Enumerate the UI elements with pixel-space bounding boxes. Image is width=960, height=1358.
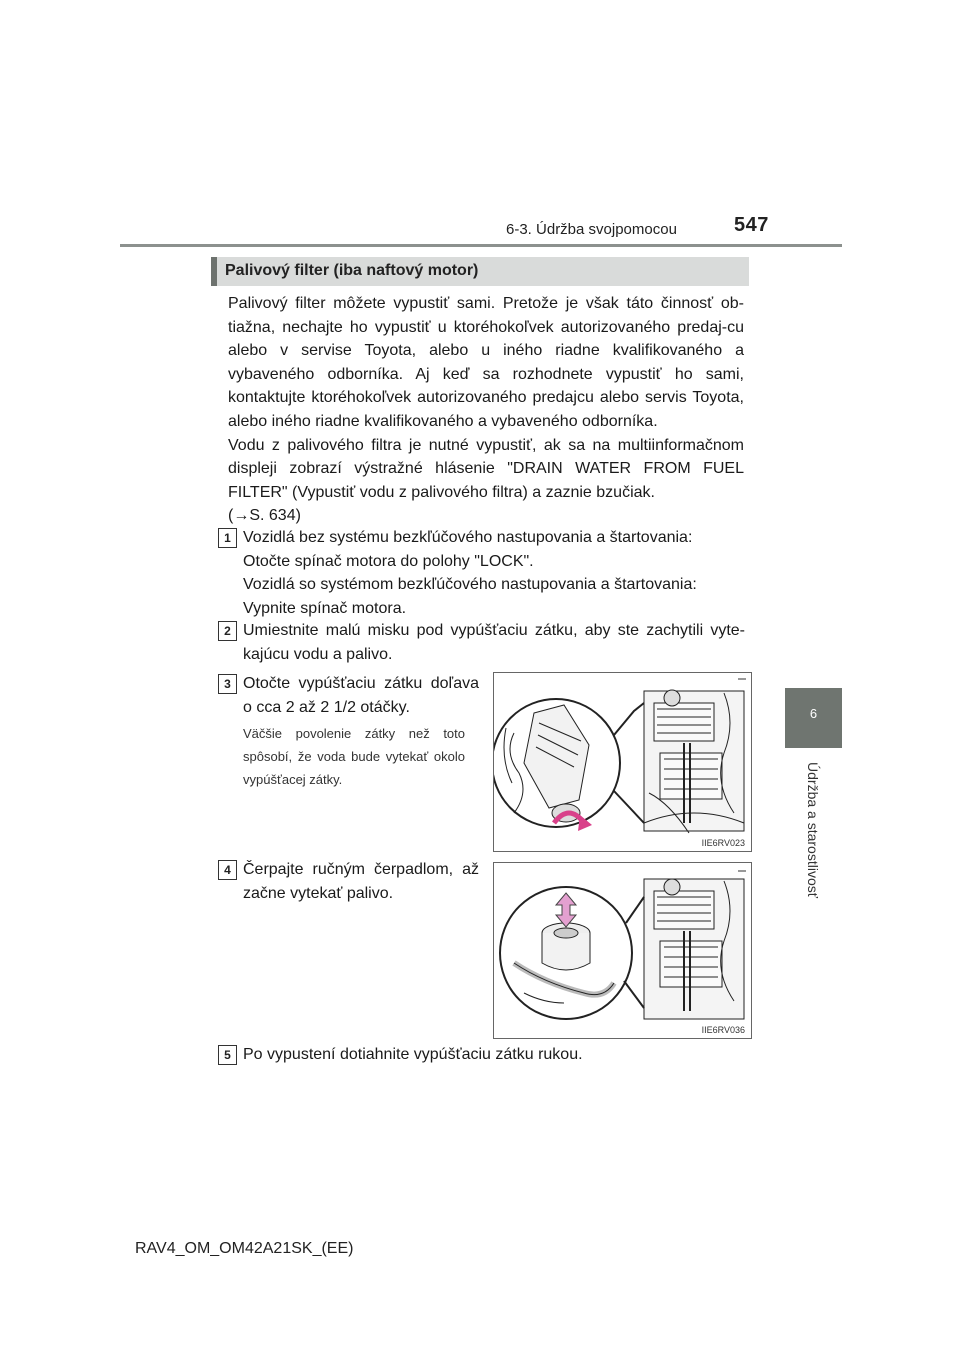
chapter-tab: 6 (785, 688, 842, 748)
step-1-line: Vozidlá bez systému bezkľúčového nastupovania a štartovania: (243, 529, 693, 546)
section-title-bar (211, 257, 217, 286)
figure-hand-pump (493, 862, 752, 1039)
step-number-3: 3 (218, 674, 237, 694)
step-number-2: 2 (218, 621, 237, 641)
engine-illustration-1 (494, 673, 751, 851)
step-1-line: Otočte spínač motora do polohy "LOCK". (243, 552, 534, 570)
figure-fuel-filter-drain (493, 672, 752, 852)
header-rule (120, 244, 842, 247)
step-number-4: 4 (218, 860, 237, 880)
chapter-label (798, 755, 828, 905)
intro-paragraph (228, 292, 744, 528)
step-2-text: Umiestnite malú misku pod vypúšťaciu zátku, aby ste zachytili vyte-kajúcu vodu a palivo. (243, 622, 745, 663)
intro-reference: (→S. 634) (228, 507, 301, 525)
step-3-text: Otočte vypúšťaciu zátku doľava o cca 2 až 2 1/2 otáčky. (243, 675, 479, 716)
intro-text-2: Vodu z palivového filtra je nutné vypustiť, ak sa na multiinformačnom displeji zobrazí výstražné hlásenie "DRAIN WATER FROM FUEL FILTER" (Vypustiť vodu z palivového filtra) a zaznie bzučiak. (228, 436, 744, 501)
engine-illustration-2 (494, 863, 751, 1038)
document-code: RAV4_OM_OM42A21SK_(EE) (135, 1240, 354, 1257)
step-1-line: Vypnite spínač motora. (243, 599, 407, 617)
intro-text-1: Palivový filter môžete vypustiť sami. Pretože je však táto činnosť ob-tiažna, nechajte ho vypustiť u ktoréhokoľvek autorizovaného predaj-cu alebo v servise Toyota, alebo u iného riadne kvalifikovaného a vybaveného odborníka. Aj keď sa rozhodnete vypustiť ho sami, kontaktujte ktoréhokoľvek autorizovaného predajcu alebo servis Toyota, alebo iného riadne kvalifikovaného a vybaveného odborníka. (228, 295, 744, 430)
step-3-note: Väčšie povolenie zátky než toto spôsobí, že voda bude vytekať okolo vypúšťacej zátky. (243, 726, 465, 787)
step-number-5: 5 (218, 1045, 237, 1065)
step-number-1: 1 (218, 528, 237, 548)
chapter-label-text: Údržba a starostlivosť (805, 762, 821, 898)
section-title: Palivový filter (iba naftový motor) (225, 262, 479, 279)
step-5-text: Po vypustení dotiahnite vypúšťaciu zátku rukou. (243, 1046, 583, 1063)
page-number: 547 (734, 214, 769, 236)
step-1-line: Vozidlá so systémom bezkľúčového nastupovania a štartovania: (243, 576, 697, 594)
figure-code: IIE6RV036 (701, 1025, 745, 1035)
figure-code: IIE6RV023 (701, 838, 745, 848)
step-1-text (243, 526, 753, 620)
section-title-box (211, 257, 749, 286)
step-4-text: Čerpajte ručným čerpadlom, až začne vytekať palivo. (243, 861, 479, 902)
section-header: 6-3. Údržba svojpomocou (506, 221, 677, 238)
